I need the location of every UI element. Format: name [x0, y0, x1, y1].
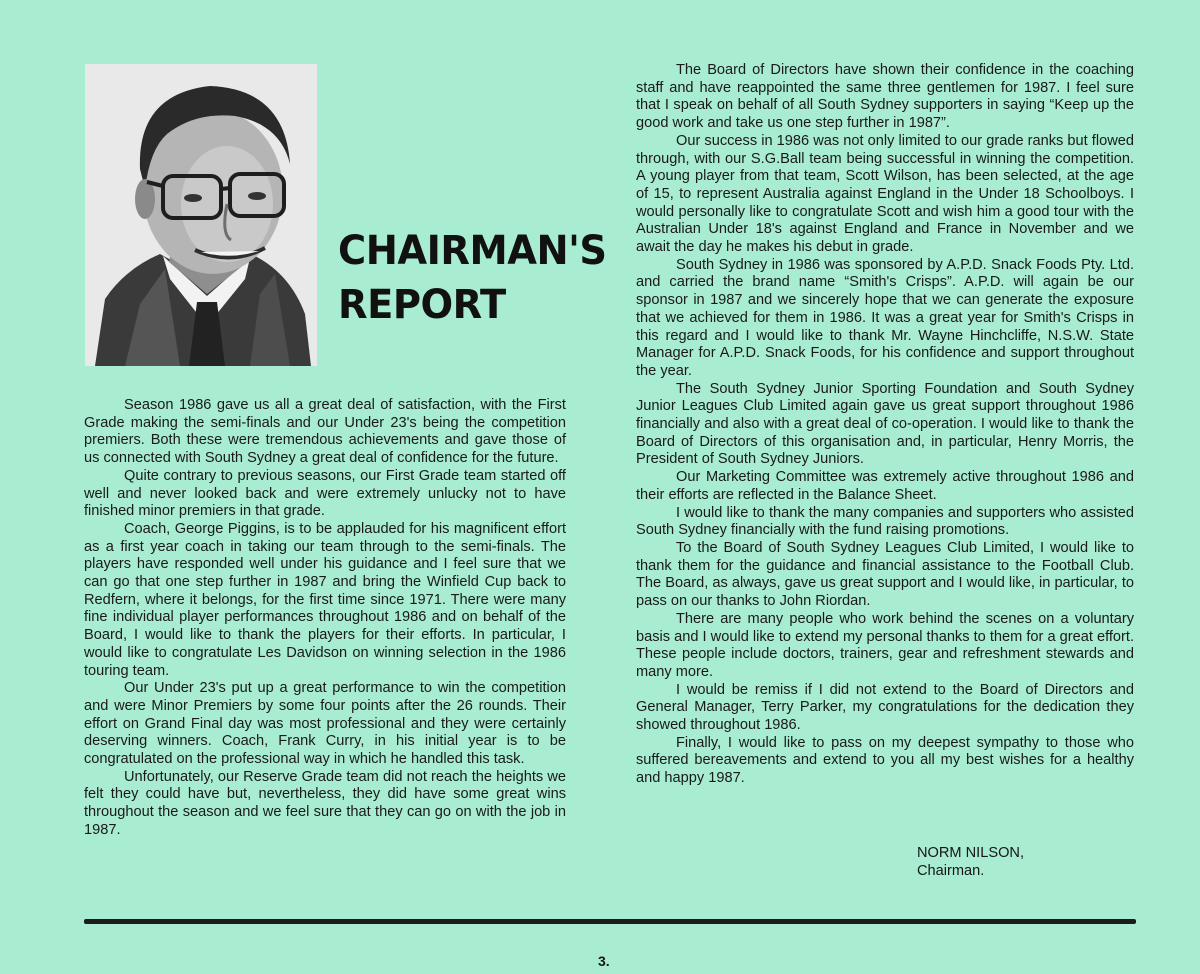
right-paragraph: South Sydney in 1986 was sponsored by A.P.D. Snack Foods Pty. Ltd. and carried the brand name “Smith's Crisps”. A.P.D. will again be our sponsor in 1987 and we sincerely hope that we can generate the exposure that we achieved for them in 1986. It was a great year for Smith's Crisps in this regard and I would like to thank Mr. Wayne Hinchcliffe, N.S.W. State Manager for A.P.D. Snack Foods, for his confidence and support throughout the year. [636, 256, 1134, 379]
left-paragraph: Coach, George Piggins, is to be applauded for his magnificent effort as a first year coach in taking our team through to the semi-finals. The players have responded well under his guidance and I feel sure that we can go that one step further in 1987 and bring the Winfield Cup back to Redfern, where it belongs, for the first time since 1971. There were many fine individual player performances throughout 1986 and on behalf of the Board, I would like to thank the players for their efforts. In particular, I would like to congratulate Les Davidson on winning selection in the 1986 touring team. [84, 520, 566, 679]
signature-block [917, 845, 1024, 880]
right-paragraph: The South Sydney Junior Sporting Foundation and South Sydney Junior Leagues Club Limited again gave us great support throughout 1986 financially and also with a great deal of co-operation. I would like to thank the Board of Directors of this organisation and, in particular, Henry Morris, the President of South Sydney Juniors. [636, 380, 1134, 468]
right-paragraph: Our success in 1986 was not only limited to our grade ranks but flowed through, with our S.G.Ball team being successful in winning the competition. A young player from that team, Scott Wilson, has been selected, at the age of 15, to represent Australia against England in the Under 18 Schoolboys. I would personally like to congratulate Scott and wish him a good tour with the Australian Under 18's against England and France in November and we await the day he makes his debut in grade. [636, 132, 1134, 256]
left-paragraph: Season 1986 gave us all a great deal of satisfaction, with the First Grade making the semi-finals and our Under 23's being the competition premiers. Both these were tremendous achievements and gave those of us connected with South Sydney a great deal of confidence for the future. [84, 397, 566, 467]
heading-line-1: CHAIRMAN'S [338, 228, 607, 274]
right-column [636, 62, 1134, 788]
signature-title: Chairman. [917, 862, 985, 879]
right-paragraph: I would like to thank the many companies and supporters who assisted South Sydney financially with the fund raising promotions. [636, 504, 1134, 539]
report-heading [338, 224, 607, 332]
heading-line-2: REPORT [338, 282, 506, 328]
portrait-illustration [85, 64, 317, 366]
right-paragraph: I would be remiss if I did not extend to the Board of Directors and General Manager, Terry Parker, my congratulations for the dedication they showed throughout 1986. [636, 681, 1134, 734]
right-paragraph: The Board of Directors have shown their confidence in the coaching staff and have reappointed the same three gentlemen for 1987. I feel sure that I speak on behalf of all South Sydney supporters in saying “Keep up the good work and take us one step further in 1987”. [636, 62, 1134, 132]
right-paragraph: Our Marketing Committee was extremely active throughout 1986 and their efforts are reflected in the Balance Sheet. [636, 469, 1134, 503]
footer-rule [84, 919, 1136, 924]
left-paragraph: Unfortunately, our Reserve Grade team did not reach the heights we felt they could have but, nevertheless, they did have some great wins throughout the season and we feel sure that they can go on with the job in 1987. [84, 768, 566, 838]
left-paragraph: Our Under 23's put up a great performance to win the competition and were Minor Premiers by some four points after the 26 rounds. Their effort on Grand Final day was most professional and they were certainly deserving winners. Coach, Frank Curry, in his initial year is to be congratulated on the professional way in which he handled this task. [84, 680, 566, 768]
chairman-portrait-photo [85, 64, 317, 366]
right-paragraph: Finally, I would like to pass on my deepest sympathy to those who suffered bereavements and extend to you all my best wishes for a healthy and happy 1987. [636, 734, 1134, 787]
left-paragraph: Quite contrary to previous seasons, our First Grade team started off well and never looked back and were extremely unlucky not to have finished minor premiers in that grade. [84, 467, 566, 520]
left-column [84, 397, 566, 840]
signature-name: NORM NILSON, [917, 845, 1025, 861]
page-number: 3. [598, 953, 610, 969]
right-paragraph: To the Board of South Sydney Leagues Club Limited, I would like to thank them for the guidance and financial assistance to the Football Club. The Board, as always, gave us great support and I would like, in particular, to pass on our thanks to John Riordan. [636, 539, 1134, 610]
right-paragraph: There are many people who work behind the scenes on a voluntary basis and I would like to extend my personal thanks to them for a great effort. These people include doctors, trainers, gear and refreshment stewards and many more. [636, 610, 1134, 680]
